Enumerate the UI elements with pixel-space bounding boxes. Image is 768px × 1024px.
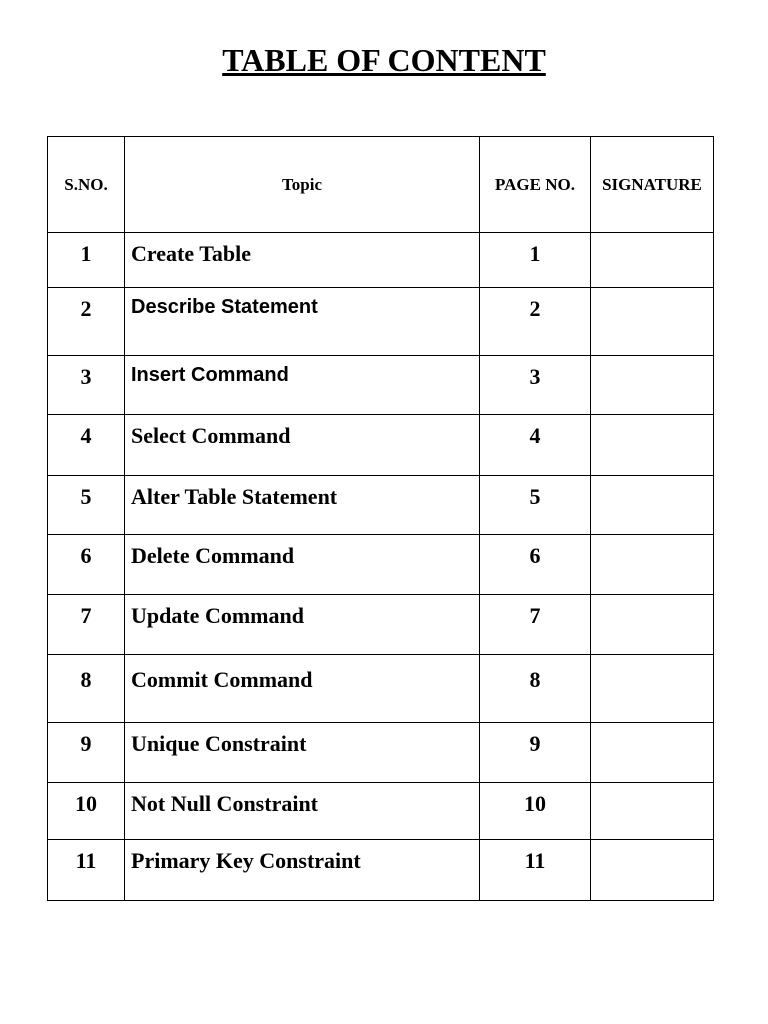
cell-topic: Delete Command	[125, 535, 480, 595]
cell-signature	[591, 783, 714, 840]
cell-topic: Unique Constraint	[125, 723, 480, 783]
cell-sno: 3	[48, 356, 125, 415]
cell-sno: 4	[48, 415, 125, 476]
header-page-no: PAGE NO.	[480, 137, 591, 233]
cell-sno: 9	[48, 723, 125, 783]
cell-sno: 8	[48, 655, 125, 723]
table-row	[48, 415, 714, 476]
cell-topic: Insert Command	[125, 356, 480, 415]
cell-signature	[591, 655, 714, 723]
cell-topic: Create Table	[125, 233, 480, 288]
cell-topic: Not Null Constraint	[125, 783, 480, 840]
table-header-row	[48, 137, 714, 233]
cell-page-no: 10	[480, 783, 591, 840]
cell-sno: 5	[48, 476, 125, 535]
cell-page-no: 6	[480, 535, 591, 595]
table-row	[48, 840, 714, 901]
cell-signature	[591, 288, 714, 356]
cell-topic: Commit Command	[125, 655, 480, 723]
cell-topic: Primary Key Constraint	[125, 840, 480, 901]
cell-signature	[591, 233, 714, 288]
cell-sno: 1	[48, 233, 125, 288]
cell-page-no: 9	[480, 723, 591, 783]
header-topic: Topic	[125, 137, 480, 233]
table-row	[48, 356, 714, 415]
cell-signature	[591, 415, 714, 476]
cell-sno: 7	[48, 595, 125, 655]
cell-signature	[591, 356, 714, 415]
table-row	[48, 723, 714, 783]
toc-table	[47, 136, 714, 901]
cell-topic: Alter Table Statement	[125, 476, 480, 535]
cell-page-no: 4	[480, 415, 591, 476]
table-row	[48, 783, 714, 840]
cell-signature	[591, 723, 714, 783]
cell-signature	[591, 476, 714, 535]
cell-page-no: 2	[480, 288, 591, 356]
cell-page-no: 5	[480, 476, 591, 535]
table-row	[48, 655, 714, 723]
header-signature: SIGNATURE	[591, 137, 714, 233]
table-row	[48, 476, 714, 535]
cell-signature	[591, 595, 714, 655]
cell-page-no: 8	[480, 655, 591, 723]
header-sno: S.NO.	[48, 137, 125, 233]
table-row	[48, 535, 714, 595]
cell-sno: 2	[48, 288, 125, 356]
table-row	[48, 288, 714, 356]
page-title: TABLE OF CONTENT	[222, 42, 546, 78]
cell-page-no: 3	[480, 356, 591, 415]
cell-topic: Update Command	[125, 595, 480, 655]
cell-topic: Describe Statement	[125, 288, 480, 356]
cell-page-no: 11	[480, 840, 591, 901]
cell-page-no: 7	[480, 595, 591, 655]
cell-signature	[591, 535, 714, 595]
table-row	[48, 233, 714, 288]
cell-sno: 6	[48, 535, 125, 595]
table-row	[48, 595, 714, 655]
cell-page-no: 1	[480, 233, 591, 288]
cell-signature	[591, 840, 714, 901]
cell-topic: Select Command	[125, 415, 480, 476]
cell-sno: 11	[48, 840, 125, 901]
cell-sno: 10	[48, 783, 125, 840]
